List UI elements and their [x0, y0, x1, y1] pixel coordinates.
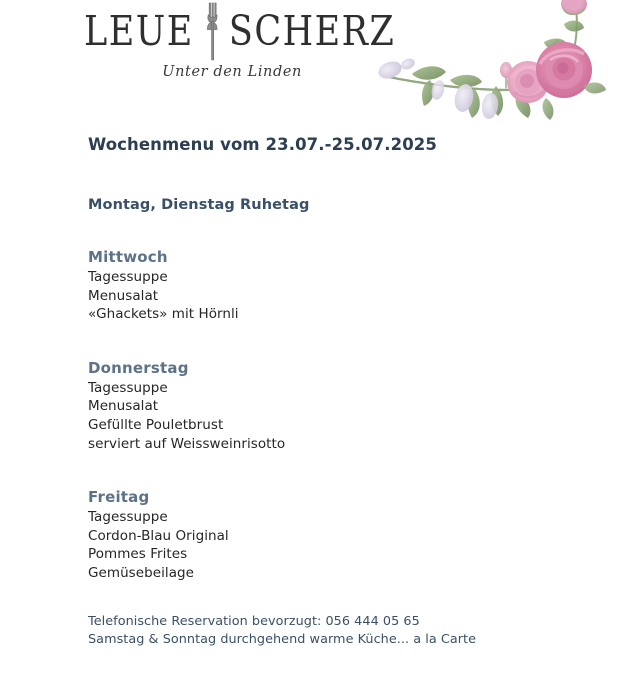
logo-tagline: Unter den Linden — [162, 64, 302, 80]
reservation-phone-line: Telefonische Reservation bevorzugt: 056 444 05 65 — [88, 614, 420, 629]
logo-word-left: LEUE — [84, 7, 194, 56]
menu-item: Tagessuppe — [88, 269, 168, 285]
menu-item: «Ghackets» mit Hörnli — [88, 306, 239, 323]
menu-item: Menusalat — [88, 287, 159, 304]
day-block-donnerstag — [88, 359, 603, 453]
weekend-hours-line: Samstag & Sonntag durchgehend warme Küche... a la Carte — [88, 631, 477, 647]
menu-item: Tagessuppe — [88, 379, 168, 396]
menu-content — [88, 120, 603, 583]
menu-item: Gefüllte Pouletbrust — [88, 416, 224, 433]
day-item-list — [88, 379, 603, 453]
floral-roses-decoration — [378, 0, 643, 126]
logo-word-right: SCHERZ — [228, 7, 396, 56]
fork-icon — [200, 1, 226, 63]
day-heading: Freitag — [88, 488, 150, 507]
logo-wordmark — [84, 6, 396, 58]
day-heading: Mittwoch — [88, 248, 168, 266]
day-block-mittwoch — [88, 248, 603, 324]
page-title: Wochenmenu vom 23.07.-25.07.2025 — [88, 135, 437, 154]
footer — [88, 613, 476, 648]
menu-item: Gemüsebeilage — [88, 564, 194, 581]
menu-item: Menusalat — [88, 398, 159, 415]
restaurant-logo — [84, 6, 396, 96]
day-item-list — [88, 508, 603, 582]
day-item-list — [88, 268, 603, 324]
closed-days-note: Montag, Dienstag Ruhetag — [88, 197, 310, 213]
day-heading: Donnerstag — [88, 358, 189, 377]
menu-item: Cordon-Blau Original — [88, 527, 229, 544]
menu-item: serviert auf Weissweinrisotto — [88, 435, 286, 452]
day-block-freitag — [88, 488, 603, 582]
menu-item: Pommes Frites — [88, 546, 188, 563]
menu-item: Tagessuppe — [88, 509, 168, 526]
